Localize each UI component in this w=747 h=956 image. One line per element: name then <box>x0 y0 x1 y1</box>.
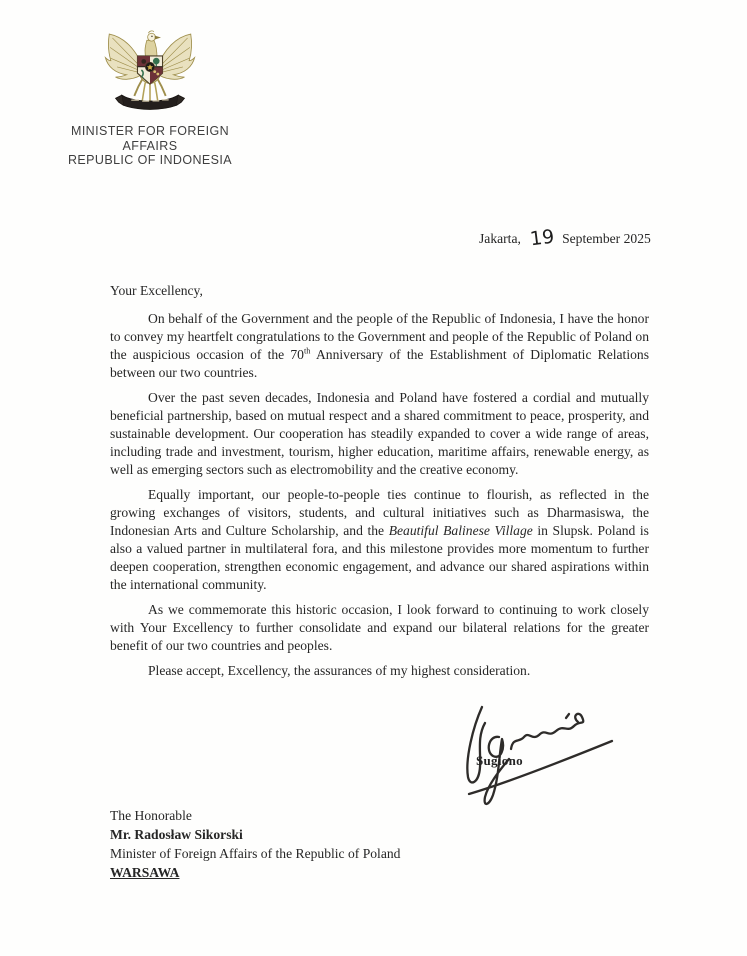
salutation: Your Excellency, <box>110 283 203 298</box>
date-place: Jakarta, <box>479 231 521 246</box>
addressee-block <box>110 806 400 882</box>
letterhead-block <box>44 26 256 168</box>
paragraph: Equally important, our people-to-people ties continue to flourish, as reflected in the growing exchanges of visitors, students, and cultural initiatives such as Dharmasiswa, the Indonesian Arts and Culture Scholarship, and the Beautiful Balinese Village in Slupsk. Poland is also a valued partner in multilateral fora, and this milestone provides more momentum to further deepen cooperation, strengthen economic engagement, and advance our shared aspirations within the international community. <box>110 487 649 592</box>
addressee-line: WARSAWA <box>110 865 180 880</box>
handwritten-signature <box>455 693 620 811</box>
paragraph: Over the past seven decades, Indonesia and Poland have fostered a cordial and mutually beneficial partnership, based on mutual respect and a shared commitment to peace, prosperity, and sustainable development. Our cooperation has steadily expanded to cover a wide range of areas, including trade and investment, tourism, higher education, maritime affairs, renewable energy, as well as emerging sectors such as electromobility and the creative economy. <box>110 390 649 477</box>
paragraph: On behalf of the Government and the people of the Republic of Indonesia, I have the honor to convey my heartfelt congratulations to the Government and people of the Republic of Poland on the auspicious occasion of the 70th Anniversary of the Establishment of Diplomatic Relations between our two countries. <box>110 311 649 380</box>
addressee-line: The Honorable <box>110 808 192 823</box>
country-title: REPUBLIC OF INDONESIA <box>68 153 232 167</box>
signature-block <box>455 693 620 811</box>
addressee-line: Minister of Foreign Affairs of the Republic of Poland <box>110 846 401 861</box>
paragraph: Please accept, Excellency, the assurances of my highest consideration. <box>148 663 531 678</box>
addressee-line: Mr. Radosław Sikorski <box>110 827 243 842</box>
paragraph: As we commemorate this historic occasion, I look forward to continuing to work closely with Your Excellency to further consolidate and expand our bilateral relations for the greater benefit of our two countries and peoples. <box>110 602 649 653</box>
dateline <box>479 225 651 251</box>
signature-name: Sugiono <box>476 753 523 768</box>
ministry-title: MINISTER FOR FOREIGN AFFAIRS <box>71 124 229 153</box>
date-day-handwritten: 19 <box>528 225 556 251</box>
garuda-emblem-icon <box>44 26 256 111</box>
date-month-year: September 2025 <box>562 231 651 246</box>
paragraphs-container <box>110 310 649 680</box>
letter-body <box>110 282 649 687</box>
